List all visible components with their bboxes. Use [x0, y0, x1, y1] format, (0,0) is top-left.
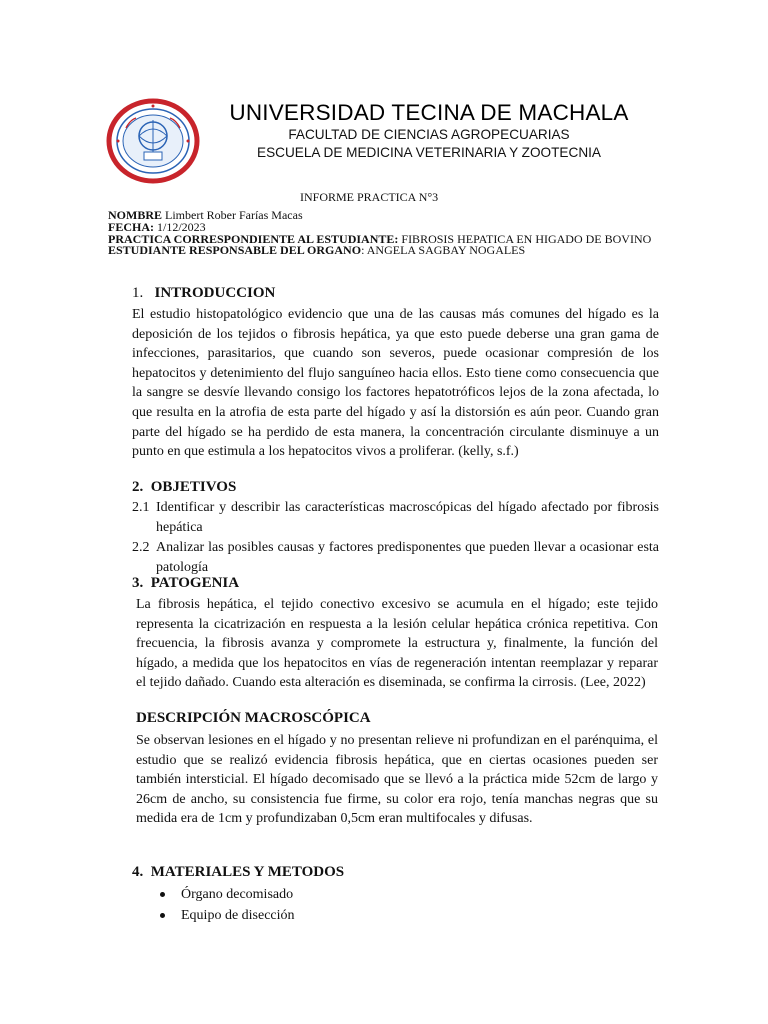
section-title: PATOGENIA: [150, 575, 240, 591]
bullet-icon: [160, 913, 165, 918]
section-heading-materials: [132, 864, 344, 881]
section-number: 3.: [132, 575, 144, 591]
list-item: [160, 884, 295, 905]
name-value: Limbert Rober Farías Macas: [162, 208, 303, 222]
practice-label: PRACTICA CORRESPONDIENTE AL ESTUDIANTE:: [108, 231, 399, 246]
section-heading-objectives: [132, 479, 236, 496]
objective-text: Analizar las posibles causas y factores predisponentes que pueden llevar a ocasionar esta patología: [156, 540, 659, 575]
organ-row: [108, 245, 668, 257]
date-value: 1/12/2023: [154, 219, 206, 234]
faculty-name: FACULTAD DE CIENCIAS AGROPECUARIAS: [288, 127, 570, 142]
section-heading-intro: [132, 285, 275, 302]
section-number: 4.: [132, 864, 144, 880]
objective-item: [132, 498, 659, 537]
section-heading-pathogenesis: [132, 575, 239, 592]
section-title: DESCRIPCIÓN MACROSCÓPICA: [136, 710, 371, 726]
section-heading-macroscopic: [136, 710, 371, 727]
intro-paragraph: El estudio histopatológico evidencio que una de las causas más comunes del hígado es la deposición de los tejidos o fibrosis hepática, ya que esto puede deberse una gran gama de infecciones, parasitarios, que cuando son severos, puede ocasionar compresión de los hepatocitos y detenimiento del flujo sanguíneo hacia ellos. Esto tiene como consecuencia que la sangre se desvíe llevando consigo los factores hepatotróficos lejos de la zona afectada, lo que resulta en la atrofia de esta parte del hígado y así la distorsión es aún peor. Cuando gran parte del hígado se ha perdido de esta manera, la concentración circulante disminuye a un punto en que estimula a los hepatocitos vivos a proliferar. (kelly, s.f.): [132, 307, 659, 460]
list-item-text: Órgano decomisado: [181, 887, 294, 902]
list-item: [160, 905, 295, 926]
materials-list: [160, 884, 295, 926]
section-number: 1.: [132, 285, 144, 301]
report-title: INFORME PRACTICA N°3: [300, 190, 439, 204]
organ-label: ESTUDIANTE RESPONSABLE DEL ORGANO: [108, 243, 362, 258]
objective-item: [132, 538, 659, 577]
macroscopic-paragraph: Se observan lesiones en el hígado y no presentan relieve ni profundizan en el parénquima, el estudio que se realizó evidencia fibrosis hepática, que en ciertas ocasiones pueden ser también intersticial. El hígado decomisado que se llevó a la práctica mide 52cm de largo y 26cm de ancho, su consistencia fue firme, su color era rojo, tenía manchas negras que su medida era de 1cm y profundizaban 0,5cm eran multifocales y difusas.: [136, 733, 658, 827]
university-seal-icon: [106, 98, 200, 184]
objective-number: 2.1: [132, 500, 150, 515]
practice-value: FIBROSIS HEPATICA EN HIGADO DE BOVINO: [398, 231, 652, 246]
objective-text: Identificar y describir las características macroscópicas del hígado afectado por fibrosis hepática: [156, 500, 659, 535]
section-title: MATERIALES Y METODOS: [150, 864, 345, 880]
name-label: NOMBRE: [108, 208, 162, 222]
organ-value: : ANGELA SAGBAY NOGALES: [361, 243, 526, 258]
objective-number: 2.2: [132, 540, 150, 555]
school-name: ESCUELA DE MEDICINA VETERINARIA Y ZOOTECNIA: [257, 145, 601, 160]
section-number: 2.: [132, 479, 144, 495]
section-title: INTRODUCCION: [154, 285, 276, 301]
pathogenesis-paragraph: La fibrosis hepática, el tejido conectivo excesivo se acumula en el hígado; este tejido representa la cicatrización en respuesta a la lesión celular hepática crónica repetitiva. Con frecuencia, la fibrosis avanza y compromete la estructura y, finalmente, la función del hígado, a medida que los hepatocitos en vías de regeneración intentan reemplazar y reparar el tejido dañado. Cuando esta alteración es diseminada, se confirma la cirrosis. (Lee, 2022): [136, 597, 658, 691]
university-title: UNIVERSIDAD TECINA DE MACHALA: [229, 100, 629, 125]
student-info: [108, 210, 668, 257]
bullet-icon: [160, 892, 165, 897]
date-label: FECHA:: [108, 219, 154, 234]
list-item-text: Equipo de disección: [181, 908, 295, 923]
section-title: OBJETIVOS: [150, 479, 237, 495]
